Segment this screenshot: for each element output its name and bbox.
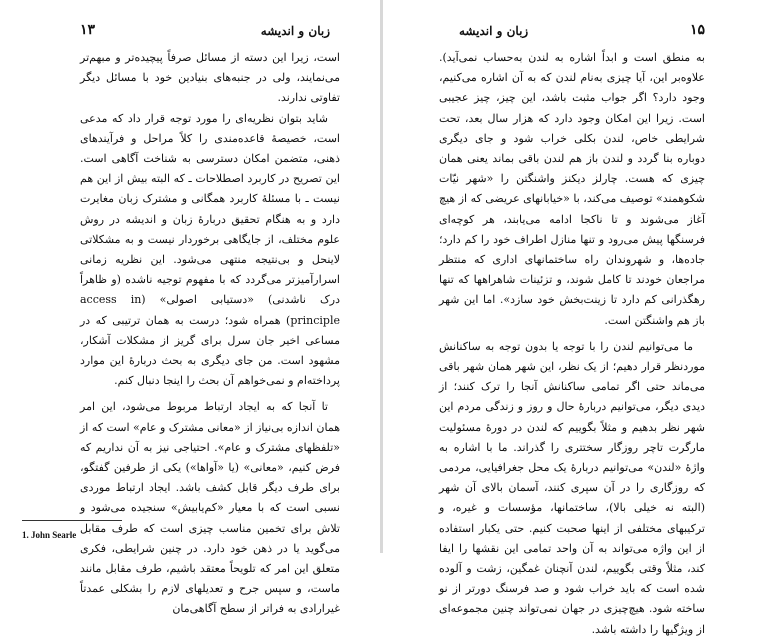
left-page-body xyxy=(80,48,340,620)
right-page-header xyxy=(439,22,705,44)
left-running-title: زبان و اندیشه xyxy=(260,24,330,38)
right-page xyxy=(383,0,763,636)
footnote-rule xyxy=(22,520,122,521)
right-running-title: زبان و اندیشه xyxy=(459,24,529,38)
left-paragraph-3: تا آنجا که به ایجاد ارتباط مربوط می‌شود، این امر همان اندازه بی‌نیاز از «معانی مشترک و عام» است که از «تلفظهای مشترک و عام». احتیاجی نیز به آن نداریم که فرض کنیم، «معانی» (یا «آواها») یکی از طرفین گفتگو، برای طرف دیگر قابل کشف باشد. ایجاد ارتباط موردی نسبی است که با معیار «کم‌یابیش» سنجیده می‌شود و تلاش برای تخمین مناسب چیزی است که طرف مقابل می‌گوید یا در ذهن خود دارد. در چنین شرایطی، فکری متعلق این امر که تلویحاً معتقد باشیم، طرف مقابل مانند ماست، و سپس جرح و تعدیلهای لازم را بشکلی عمدتاً غیرارادی به فراتر از سطح آگاهی‌مان xyxy=(79,400,340,616)
left-page-header xyxy=(80,22,340,44)
left-paragraph-1: است، زیرا این دسته از مسائل صرفاً پیچیده‌تر و مبهم‌تر می‌نمایند، ولی در جنبه‌های بنیادین خود با مسائل دیگر تفاوتی ندارند. xyxy=(80,51,340,105)
right-page-body xyxy=(439,48,705,640)
left-page-number: ۱۳ xyxy=(80,22,96,38)
left-page xyxy=(0,0,380,616)
right-paragraph-2: ما می‌توانیم لندن را با توجه یا بدون توجه به ساکنانش موردنظر قرار دهیم؛ از یک نظر، این شهر همان شهر باقی می‌ماند حتی اگر تمامی ساکنانش آنجا را ترک کنند؛ از دیدی دیگر، می‌توانیم دربارهٔ حال و روز و زندگی مردم این شهر نظر بدهیم و مثلاً بگوییم که لندن در دورهٔ مسئولیت مارگرت تاچر روزگار سختتری را گذراند. ما با اشاره به واژهٔ «لندن» می‌توانیم دربارهٔ یک محل جغرافیایی، مردمی که روزگاری را در آن سپری کنند، آسمان بالای آن شهر (البته نه خیلی بالا)، ساختمانها، مؤسسات و غیره، و ترکیبهای مختلفی از اینها صحبت کنیم. حتی یکبار استفاده از این واژه می‌تواند به آن واحد تمامی این نقشها را ایفا کند، مثلاً وقتی بگوییم، لندن آنچنان غمگین، زشت و آلوده شده است که باید خراب شود و صد فرسنگ دورتر از نو ساخته شود. هیچ‌چیزی در جهان نمی‌تواند چنین مجموعه‌ای از ویژگیها را داشته باشد. xyxy=(439,339,705,636)
footnote: 1. John Searle xyxy=(22,530,77,540)
right-paragraph-1: به منطق است و ابداً اشاره به لندن به‌حساب نمی‌آید). علاوه‌بر این، آیا چیزی به‌نام لندن که به آن اشاره می‌کنیم، وجود دارد؟ اگر جواب مثبت باشد، این چیز، چیز عجیبی است. زیرا این امکان وجود دارد که هزار سال بعد، تحت شرایطی خاص، لندن بکلی خراب شود و جای دیگری دوباره بنا گردد و لندن باز هم لندن باقی بماند یعنی همان چیزی که هست. چارلز دیکنز واشنگتن را «شهر نیّات شکوهمند» توصیف می‌کند، با «خیابانهای عریضی که از هیچ آغاز می‌شوند و تا ناکجا ادامه می‌یابند، هر کوچه‌ای فرسنگها پیش می‌رود و تنها منازل اطراف خود را کم دارد؛ جاده‌ها، و شهروندان راه ساختمانهای اداری که منتظر مراجعان خودند تا کامل شوند، و تزئینات شاهراهها که تنها رهگذرانی کم دارد تا زینت‌بخش خود سازد». اما این شهر باز هم واشنگتن است. xyxy=(439,51,705,327)
left-paragraph-2: شاید بتوان نظریه‌ای را مورد توجه قرار داد که مدعی است، خصیصهٔ قاعده‌مندی را کلاً مراحل و فرآیندهای ذهنی، متضمن امکان دسترسی به شناخت آگاهی است. این تصریح در کاربرد اصطلاحات ـ که البته بیش از این هم نیست ـ با مسئلهٔ کاربرد همگانی و مشترک زبان مغایرت دارد و به هنگام تحقیق دربارهٔ زبان و اندیشه در روش علوم مختلف، از جایگاهی برخوردار نیست و به مشکلاتی لاینحل و بی‌نتیجه منتهی می‌شود. این نظریه زمانی اسرارآمیزتر می‌گردد که با مفهوم توجیه ناشده (و ظاهراً درک ناشدنی) «دستیابی اصولی» (access in principle) همراه شود؛ درست به همان ترتیبی که در مساعی اخیر جان سرل برای گریز از مشکلات آشکار، مشهود است. من جای دیگری به بحث دربارهٔ این موارد پرداخته‌ام و نمی‌خواهم آن بحث را اینجا دنبال کنم. xyxy=(80,111,341,388)
right-page-number: ۱۵ xyxy=(689,22,705,38)
